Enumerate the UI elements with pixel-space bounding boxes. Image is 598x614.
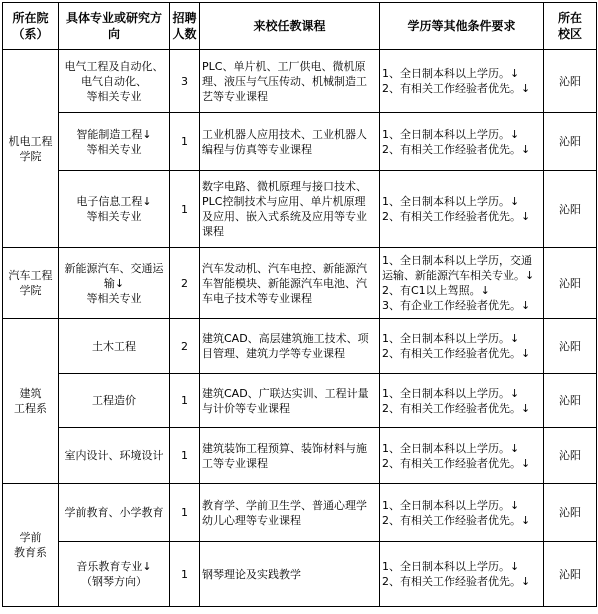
requirements-cell: 1、全日制本科以上学历。↓ 2、有相关工作经验者优先。↓ <box>380 542 544 607</box>
count-cell: 3 <box>170 50 200 113</box>
college-cell: 建筑 工程系 <box>3 319 59 484</box>
header-major: 具体专业或研究方向 <box>59 3 170 50</box>
courses-cell: 建筑CAD、高层建筑施工技术、项 目管理、建筑力学等专业课程 <box>200 319 380 374</box>
header-courses: 来校任教课程 <box>200 3 380 50</box>
courses-cell: 建筑CAD、广联达实训、工程计量 与计价等专业课程 <box>200 374 380 428</box>
table-row <box>3 171 597 248</box>
campus-cell: 沁阳 <box>544 50 597 113</box>
table-row <box>3 374 597 428</box>
count-cell: 1 <box>170 542 200 607</box>
college-cell: 机电工程 学院 <box>3 50 59 248</box>
requirements-cell: 1、全日制本科以上学历。↓ 2、有相关工作经验者优先。↓ <box>380 428 544 484</box>
campus-cell: 沁阳 <box>544 248 597 319</box>
table-row <box>3 428 597 484</box>
major-cell: 学前教育、小学教育 <box>59 484 170 542</box>
count-cell: 1 <box>170 484 200 542</box>
major-cell: 新能源汽车、交通运 输↓ 等相关专业 <box>59 248 170 319</box>
count-cell: 2 <box>170 319 200 374</box>
count-cell: 1 <box>170 374 200 428</box>
courses-cell: 工业机器人应用技术、工业机器人 编程与仿真等专业课程 <box>200 113 380 171</box>
courses-cell: PLC、单片机、工厂供电、微机原 理、液压与气压传动、机械制造工 艺等专业课程 <box>200 50 380 113</box>
major-cell: 电气工程及自动化、 电气自动化、 等相关专业 <box>59 50 170 113</box>
college-cell: 学前 教育系 <box>3 484 59 607</box>
table-row <box>3 542 597 607</box>
header-count: 招聘 人数 <box>170 3 200 50</box>
header-requirements: 学历等其他条件要求 <box>380 3 544 50</box>
major-cell: 土木工程 <box>59 319 170 374</box>
table-row <box>3 50 597 113</box>
courses-cell: 数字电路、微机原理与接口技术、 PLC控制技术与应用、单片机原理 及应用、嵌入式系统及应用等专业 课程 <box>200 171 380 248</box>
campus-cell: 沁阳 <box>544 171 597 248</box>
campus-cell: 沁阳 <box>544 319 597 374</box>
courses-cell: 教育学、学前卫生学、普通心理学 幼儿心理等专业课程 <box>200 484 380 542</box>
requirements-cell: 1、全日制本科以上学历。↓ 2、有相关工作经验者优先。↓ <box>380 319 544 374</box>
campus-cell: 沁阳 <box>544 484 597 542</box>
requirements-cell: 1、全日制本科以上学历，交通 运输、新能源汽车相关专业。↓ 2、有C1以上驾照。↓ 3、有企业工作经验者优先。↓ <box>380 248 544 319</box>
campus-cell: 沁阳 <box>544 113 597 171</box>
header-college: 所在院 （系） <box>3 3 59 50</box>
campus-cell: 沁阳 <box>544 374 597 428</box>
count-cell: 2 <box>170 248 200 319</box>
major-cell: 工程造价 <box>59 374 170 428</box>
header-campus: 所在 校区 <box>544 3 597 50</box>
requirements-cell: 1、全日制本科以上学历。↓ 2、有相关工作经验者优先。↓ <box>380 171 544 248</box>
count-cell: 1 <box>170 113 200 171</box>
recruitment-table <box>2 2 597 607</box>
table-row <box>3 248 597 319</box>
campus-cell: 沁阳 <box>544 428 597 484</box>
major-cell: 电子信息工程↓ 等相关专业 <box>59 171 170 248</box>
major-cell: 音乐教育专业↓ （钢琴方向） <box>59 542 170 607</box>
major-cell: 室内设计、环境设计 <box>59 428 170 484</box>
header-row <box>3 3 597 50</box>
requirements-cell: 1、全日制本科以上学历。↓ 2、有相关工作经验者优先。↓ <box>380 50 544 113</box>
campus-cell: 沁阳 <box>544 542 597 607</box>
requirements-cell: 1、全日制本科以上学历。↓ 2、有相关工作经验者优先。↓ <box>380 374 544 428</box>
college-cell: 汽车工程 学院 <box>3 248 59 319</box>
requirements-cell: 1、全日制本科以上学历。↓ 2、有相关工作经验者优先。↓ <box>380 113 544 171</box>
courses-cell: 钢琴理论及实践教学 <box>200 542 380 607</box>
table-row <box>3 484 597 542</box>
courses-cell: 汽车发动机、汽车电控、新能源汽 车智能模块、新能源汽车电池、汽 车电子技术等专业课程 <box>200 248 380 319</box>
major-cell: 智能制造工程↓ 等相关专业 <box>59 113 170 171</box>
requirements-cell: 1、全日制本科以上学历。↓ 2、有相关工作经验者优先。↓ <box>380 484 544 542</box>
count-cell: 1 <box>170 428 200 484</box>
table-row <box>3 113 597 171</box>
courses-cell: 建筑装饰工程预算、装饰材料与施 工等专业课程 <box>200 428 380 484</box>
table-row <box>3 319 597 374</box>
count-cell: 1 <box>170 171 200 248</box>
